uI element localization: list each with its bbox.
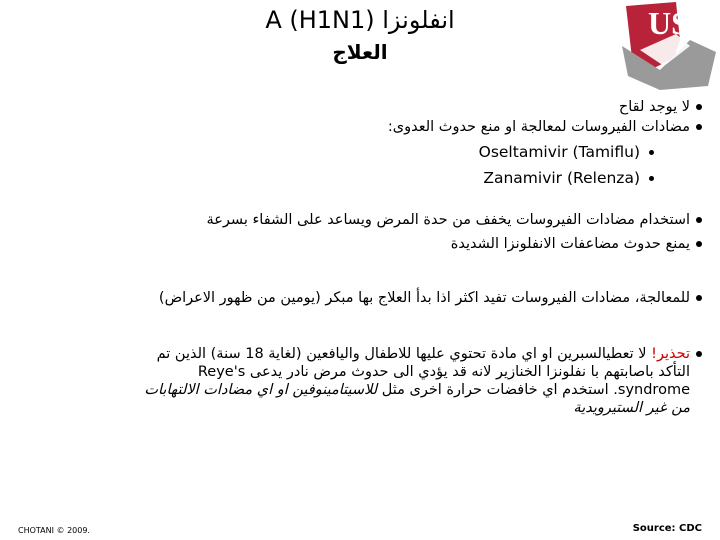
bullet-item: لا يوجد لقاح xyxy=(50,97,690,117)
bullet-item: يمنع حدوث مضاعفات الانفلونزا الشديدة xyxy=(50,234,690,254)
bullet-dot-icon xyxy=(696,351,702,357)
sub-bullet-item: Zanamivir (Relenza) xyxy=(0,168,690,188)
bullet-item: استخدام مضادات الفيروسات يخفف من حدة المرض ويساعد على الشفاء بسرعة xyxy=(50,210,690,230)
bullet-dot-icon xyxy=(696,104,702,110)
bullet-item: مضادات الفيروسات لمعالجة او منع حدوث العدوى: xyxy=(50,117,690,137)
slide-subtitle: العلاج xyxy=(332,40,388,64)
warning-line: التأكد باصابتهم با نفلونزا الخنازير لانه قد يؤدي الى حدوث مرض نادر يدعى Reye's xyxy=(197,364,690,380)
bullet-dot-icon xyxy=(696,295,702,301)
source-note: Source: CDC xyxy=(632,523,702,534)
bullet-dot-icon xyxy=(649,150,654,155)
copyright: CHOTANI © 2009. xyxy=(18,526,90,535)
university-logo xyxy=(620,0,720,92)
warning-label: تحذير! xyxy=(651,346,690,362)
bullet-dot-icon xyxy=(649,176,654,181)
warning-line: من غير الستيرويدية xyxy=(573,400,690,416)
bullet-dot-icon xyxy=(696,217,702,223)
bullet-dot-icon xyxy=(696,124,702,130)
logo-icon xyxy=(620,0,720,92)
warning-item: تحذير! لا تعطيالسبرين او اي مادة تحتوي عليها للاطفال واليافعين (لغاية 18 سنة) الذين تم xyxy=(50,344,690,364)
slide-title: انفلونزا A (H1N1) xyxy=(265,6,455,34)
warning-line: syndrome. استخدم اي خافضات حرارة اخرى مثل للاسيتامينوفين او اي مضادات الالتهابات xyxy=(144,382,690,398)
bullet-dot-icon xyxy=(696,241,702,247)
svg-text:US: US xyxy=(648,5,689,41)
bullet-item: للمعالجة، مضادات الفيروسات تفيد اكثر اذا بدأ العلاج بها مبكر (يومين من ظهور الاعراض) xyxy=(50,288,690,308)
sub-bullet-item: Oseltamivir (Tamiflu) xyxy=(0,142,690,162)
